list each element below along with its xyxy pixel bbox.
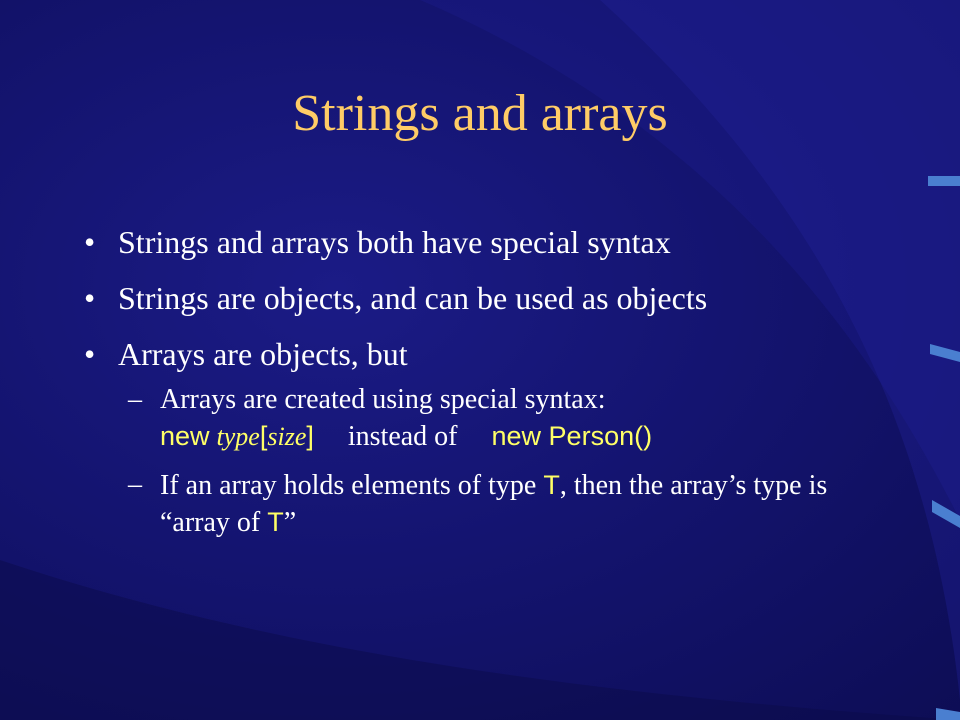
sub-bullet-text-part1: If an array holds elements of type xyxy=(160,470,537,501)
code-new-person: new Person() xyxy=(491,421,653,451)
bullet-icon: • xyxy=(84,336,96,372)
bullet-text: Strings and arrays both have special syntax xyxy=(118,224,671,260)
sub-bullet-array-syntax xyxy=(84,382,864,455)
bullet-item xyxy=(84,334,864,374)
size-placeholder: size xyxy=(267,422,307,451)
bullet-item xyxy=(84,222,864,262)
bracket-open: [ xyxy=(259,421,268,451)
bullet-icon: • xyxy=(84,224,96,260)
slide-title: Strings and arrays xyxy=(292,85,668,142)
sub-bullet-text-part2: , then the array’s type is “array of xyxy=(160,470,828,538)
code-new-keyword: new xyxy=(160,421,210,451)
sub-bullet-text: Arrays are created using special syntax: xyxy=(160,384,606,415)
type-t-2: T xyxy=(267,507,284,537)
type-placeholder: type xyxy=(216,422,260,451)
dash-icon: – xyxy=(128,469,142,500)
dash-icon: – xyxy=(128,384,142,415)
bullet-list xyxy=(84,222,864,553)
type-t: T xyxy=(543,470,560,500)
bullet-icon: • xyxy=(84,280,96,316)
bullet-text: Arrays are objects, but xyxy=(118,336,408,372)
bullet-text: Strings are objects, and can be used as objects xyxy=(118,280,708,316)
bracket-close: ] xyxy=(306,421,314,451)
bullet-item xyxy=(84,278,864,318)
accent-stripes xyxy=(928,176,960,720)
sub-bullet-array-type xyxy=(84,467,864,541)
sub-bullet-text-part3: ” xyxy=(283,507,297,538)
instead-of-text: instead of xyxy=(347,421,458,452)
